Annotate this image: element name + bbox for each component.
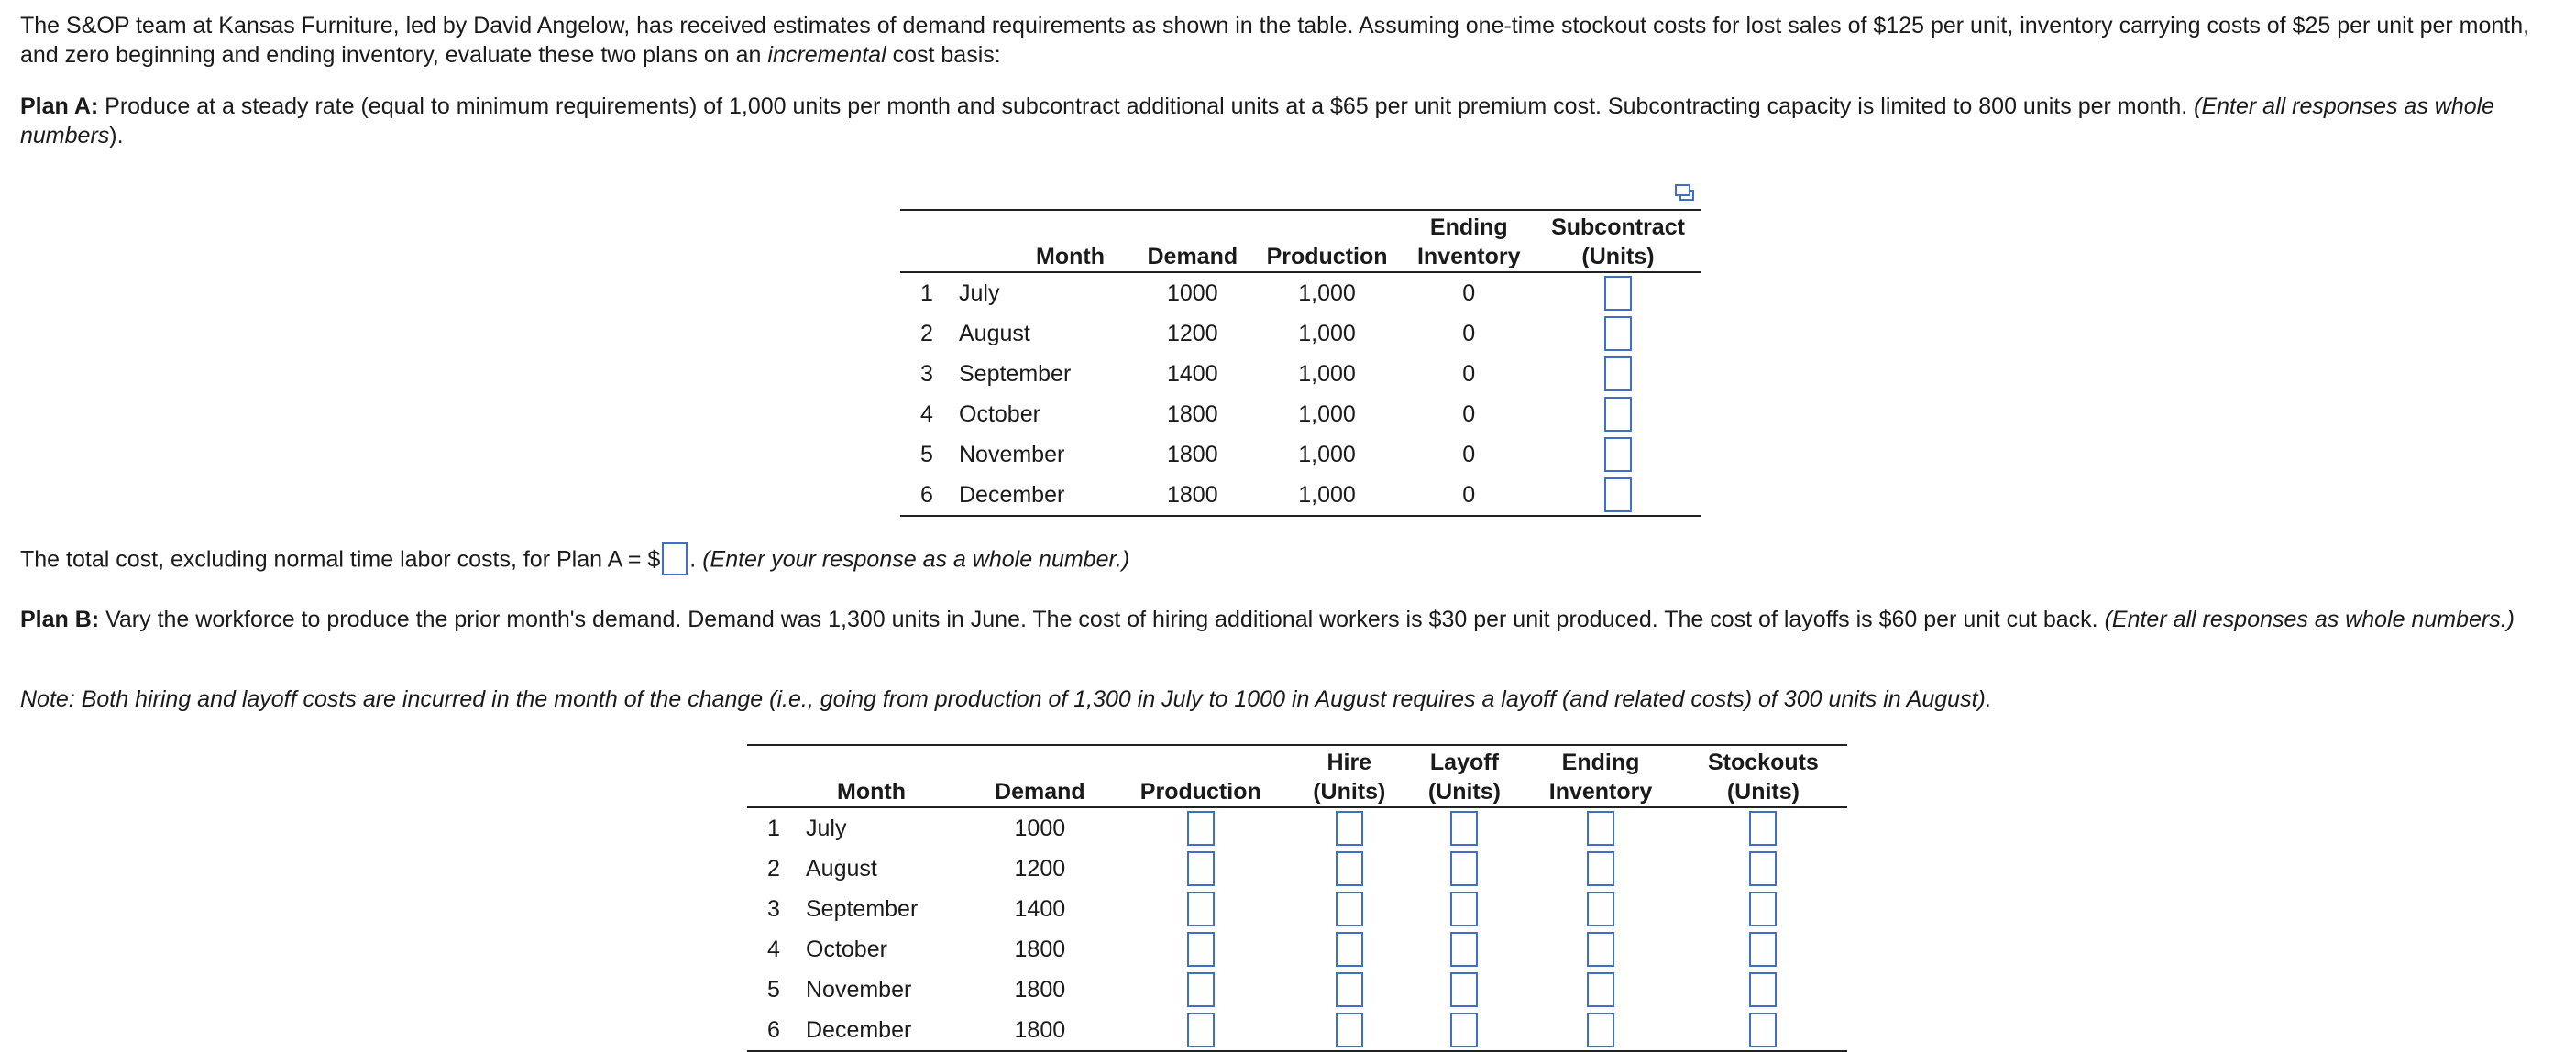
plan-a-total-input[interactable] — [662, 542, 688, 575]
ending-inventory-input[interactable] — [1587, 892, 1614, 926]
plan-a-total-line — [20, 544, 2550, 577]
row-index: 3 — [920, 360, 933, 387]
plan-a-header-production: Production — [1251, 211, 1404, 272]
subcontract-cell — [1535, 475, 1701, 516]
plan-b-table — [747, 744, 1847, 1052]
hire-input[interactable] — [1336, 972, 1363, 1007]
stockouts-cell — [1679, 970, 1847, 1010]
plan-a-text: Produce at a steady rate (equal to minimum requirements) of 1,000 units per month and subcontract additional units at a $65 per unit premium cost. Subcontracting capacity is limited to 800 units per month. — [98, 93, 2195, 119]
hire-cell — [1292, 849, 1407, 889]
table-row — [747, 929, 1847, 970]
layoff-cell — [1407, 889, 1523, 929]
row-index: 1 — [767, 815, 780, 841]
row-demand: 1400 — [1167, 360, 1218, 387]
ending-inventory-cell — [1522, 970, 1679, 1010]
row-index: 4 — [767, 936, 780, 962]
plan-a-total-suffix: . — [689, 546, 703, 573]
row-month: November — [959, 441, 1065, 467]
note-text: Note: Both hiring and layoff costs are incurred in the month of the change (i.e., going from production of 1,300 in July to 1000 in August requires a layoff (and related costs) of 300 units in August). — [20, 686, 1992, 712]
table-row — [747, 807, 1847, 849]
plan-b-header-stock-l1: Stockouts — [1707, 750, 1819, 775]
row-index: 6 — [900, 475, 953, 516]
plan-a-total-instruction: (Enter your response as a whole number.) — [702, 546, 1130, 573]
table-row — [747, 849, 1847, 889]
plan-b-paragraph — [20, 605, 2550, 634]
table-row — [747, 970, 1847, 1010]
table-row — [900, 272, 1701, 313]
plan-a-header-ending-l2: Inventory — [1416, 244, 1521, 269]
ending-inventory-cell — [1522, 929, 1679, 970]
subcontract-cell — [1535, 313, 1701, 354]
production-input[interactable] — [1187, 851, 1215, 886]
stockouts-input[interactable] — [1749, 811, 1777, 846]
plan-a-header-ending-l1: Ending — [1429, 214, 1508, 240]
plan-b-label: Plan B: — [20, 607, 100, 632]
subcontract-cell — [1535, 394, 1701, 434]
plan-b-header-layoff-l2: (Units) — [1427, 779, 1501, 805]
plan-a-header-ending — [1403, 211, 1535, 272]
copy-table-icon[interactable] — [1674, 183, 1696, 203]
production-input[interactable] — [1187, 972, 1215, 1007]
subcontract-input[interactable] — [1604, 316, 1632, 351]
stockouts-input[interactable] — [1749, 932, 1777, 967]
layoff-cell — [1407, 807, 1523, 849]
plan-a-instruction-end: ). — [109, 123, 124, 148]
stockouts-cell — [1679, 889, 1847, 929]
hire-input[interactable] — [1336, 932, 1363, 967]
plan-b-header-hire — [1292, 746, 1407, 807]
row-index: 2 — [920, 320, 933, 346]
plan-b-header-ending-l2: Inventory — [1548, 779, 1653, 805]
plan-b-header-ending — [1522, 746, 1679, 807]
plan-b-header-layoff — [1407, 746, 1523, 807]
row-index: 1 — [920, 279, 933, 306]
row-index: 6 — [747, 1010, 800, 1051]
row-month: December — [800, 1010, 970, 1051]
plan-a-header-idx — [900, 211, 953, 272]
ending-inventory-input[interactable] — [1587, 1013, 1614, 1047]
row-ending-inventory: 0 — [1462, 320, 1476, 346]
hire-cell — [1292, 1010, 1407, 1051]
row-month: November — [806, 976, 912, 1003]
row-ending-inventory: 0 — [1462, 400, 1476, 427]
ending-inventory-input[interactable] — [1587, 932, 1614, 967]
row-index: 5 — [920, 441, 933, 467]
layoff-input[interactable] — [1450, 972, 1478, 1007]
ending-inventory-cell — [1522, 807, 1679, 849]
plan-a-total-prefix: The total cost, excluding normal time labor costs, for Plan A = $ — [20, 546, 661, 573]
hire-cell — [1292, 889, 1407, 929]
subcontract-input[interactable] — [1604, 477, 1632, 512]
row-demand: 1000 — [1167, 279, 1218, 306]
layoff-cell — [1407, 970, 1523, 1010]
intro-paragraph — [20, 11, 2550, 70]
plan-a-paragraph — [20, 92, 2550, 150]
table-row — [900, 394, 1701, 434]
row-month: September — [959, 360, 1072, 387]
intro-italic: incremental — [767, 42, 886, 68]
row-production: 1,000 — [1298, 360, 1356, 387]
ending-inventory-cell — [1522, 1010, 1679, 1051]
row-demand: 1400 — [1014, 895, 1066, 922]
stockouts-cell — [1679, 1010, 1847, 1051]
row-production: 1,000 — [1298, 279, 1356, 306]
ending-inventory-input[interactable] — [1587, 851, 1614, 886]
plan-b-header-hire-l2: (Units) — [1313, 779, 1386, 805]
row-demand: 1800 — [1134, 475, 1251, 516]
ending-inventory-cell — [1522, 849, 1679, 889]
row-month: September — [806, 895, 919, 922]
production-cell — [1110, 970, 1292, 1010]
plan-b-header-ending-l1: Ending — [1561, 750, 1640, 775]
table-row — [900, 313, 1701, 354]
layoff-input[interactable] — [1450, 851, 1478, 886]
plan-a-header-demand: Demand — [1134, 211, 1251, 272]
plan-a-label: Plan A: — [20, 93, 99, 119]
ending-inventory-cell — [1522, 889, 1679, 929]
subcontract-input[interactable] — [1604, 437, 1632, 472]
layoff-cell — [1407, 849, 1523, 889]
layoff-input[interactable] — [1450, 811, 1478, 846]
row-index: 5 — [767, 976, 780, 1003]
plan-a-instruction: (Enter all responses as whole numbers — [20, 93, 2495, 148]
subcontract-input[interactable] — [1604, 276, 1632, 311]
stockouts-input[interactable] — [1749, 892, 1777, 926]
plan-a-header-sub-l2: (Units) — [1581, 244, 1655, 269]
row-production: 1,000 — [1298, 441, 1356, 467]
row-production: 1,000 — [1251, 475, 1404, 516]
row-index: 3 — [767, 895, 780, 922]
row-month: July — [806, 815, 847, 841]
subcontract-input[interactable] — [1604, 397, 1632, 432]
layoff-cell — [1407, 1010, 1523, 1051]
row-month: December — [953, 475, 1134, 516]
layoff-input[interactable] — [1450, 932, 1478, 967]
subcontract-cell — [1535, 434, 1701, 475]
layoff-cell — [1407, 929, 1523, 970]
plan-b-instruction: (Enter all responses as whole numbers.) — [2104, 607, 2515, 632]
subcontract-input[interactable] — [1604, 356, 1632, 391]
production-input[interactable] — [1187, 811, 1215, 846]
plan-b-header-stockouts — [1679, 746, 1847, 807]
row-demand: 1200 — [1014, 855, 1066, 882]
production-input[interactable] — [1187, 932, 1215, 967]
plan-a-header-month: Month — [953, 211, 1134, 272]
hire-cell — [1292, 807, 1407, 849]
layoff-input[interactable] — [1450, 1013, 1478, 1047]
ending-inventory-input[interactable] — [1587, 972, 1614, 1007]
row-demand: 1800 — [1167, 441, 1218, 467]
plan-b-header-hire-l1: Hire — [1327, 750, 1372, 775]
row-ending-inventory: 0 — [1462, 360, 1476, 387]
row-demand: 1000 — [1014, 815, 1066, 841]
intro-text: The S&OP team at Kansas Furniture, led by David Angelow, has received estimates of demand requirements as shown in the table. Assuming one-time stockout costs for lost sales of $125 per unit, inventory carrying costs of $25 per unit per month, and zero beginning and ending inventory, evaluate these two plans on an — [20, 13, 2530, 68]
layoff-input[interactable] — [1450, 892, 1478, 926]
row-demand: 1200 — [1167, 320, 1218, 346]
intro-text-end: cost basis: — [886, 42, 1001, 68]
row-ending-inventory: 0 — [1403, 475, 1535, 516]
plan-b-header-production: Production — [1110, 746, 1292, 807]
table-row — [900, 475, 1701, 516]
row-ending-inventory: 0 — [1462, 279, 1476, 306]
production-cell — [1110, 929, 1292, 970]
plan-b-header-month: Month — [800, 746, 970, 807]
stockouts-input[interactable] — [1749, 851, 1777, 886]
stockouts-input[interactable] — [1749, 1013, 1777, 1047]
hire-input[interactable] — [1336, 811, 1363, 846]
plan-a-header-subcontract — [1535, 211, 1701, 272]
hire-input[interactable] — [1336, 1013, 1363, 1047]
production-cell — [1110, 807, 1292, 849]
production-cell — [1110, 849, 1292, 889]
plan-b-grid — [747, 746, 1847, 1052]
table-row — [900, 434, 1701, 475]
subcontract-cell — [1535, 272, 1701, 313]
production-cell — [1110, 1010, 1292, 1051]
row-month: October — [806, 936, 887, 962]
stockouts-input[interactable] — [1749, 972, 1777, 1007]
table-row — [747, 1010, 1847, 1051]
plan-a-grid — [900, 211, 1701, 517]
row-demand: 1800 — [1014, 976, 1066, 1003]
row-index: 2 — [767, 855, 780, 882]
stockouts-cell — [1679, 807, 1847, 849]
table-row — [747, 889, 1847, 929]
row-production: 1,000 — [1298, 400, 1356, 427]
plan-a-table — [900, 209, 1701, 517]
plan-b-header-demand: Demand — [970, 746, 1109, 807]
hire-input[interactable] — [1336, 851, 1363, 886]
row-ending-inventory: 0 — [1462, 441, 1476, 467]
row-demand: 1800 — [970, 1010, 1109, 1051]
ending-inventory-input[interactable] — [1587, 811, 1614, 846]
plan-b-text: Vary the workforce to produce the prior month's demand. Demand was 1,300 units in June. The cost of hiring additional workers is $30 per unit produced. The cost of layoffs is $60 per unit cut back. — [99, 607, 2105, 632]
plan-b-header-idx — [747, 746, 800, 807]
row-month: July — [959, 279, 1000, 306]
row-demand: 1800 — [1167, 400, 1218, 427]
plan-a-header-row — [900, 211, 1701, 272]
production-cell — [1110, 889, 1292, 929]
plan-a-header-sub-l1: Subcontract — [1551, 214, 1685, 240]
plan-b-header-layoff-l1: Layoff — [1429, 750, 1499, 775]
stockouts-cell — [1679, 929, 1847, 970]
hire-cell — [1292, 970, 1407, 1010]
row-index: 4 — [920, 400, 933, 427]
plan-b-header-stock-l2: (Units) — [1726, 779, 1800, 805]
row-demand: 1800 — [1014, 936, 1066, 962]
row-month: August — [806, 855, 877, 882]
row-month: October — [959, 400, 1040, 427]
note-paragraph — [20, 685, 2550, 714]
production-input[interactable] — [1187, 892, 1215, 926]
table-row — [900, 354, 1701, 394]
row-production: 1,000 — [1298, 320, 1356, 346]
hire-input[interactable] — [1336, 892, 1363, 926]
production-input[interactable] — [1187, 1013, 1215, 1047]
stockouts-cell — [1679, 849, 1847, 889]
hire-cell — [1292, 929, 1407, 970]
plan-b-header-row — [747, 746, 1847, 807]
row-month: August — [959, 320, 1030, 346]
subcontract-cell — [1535, 354, 1701, 394]
